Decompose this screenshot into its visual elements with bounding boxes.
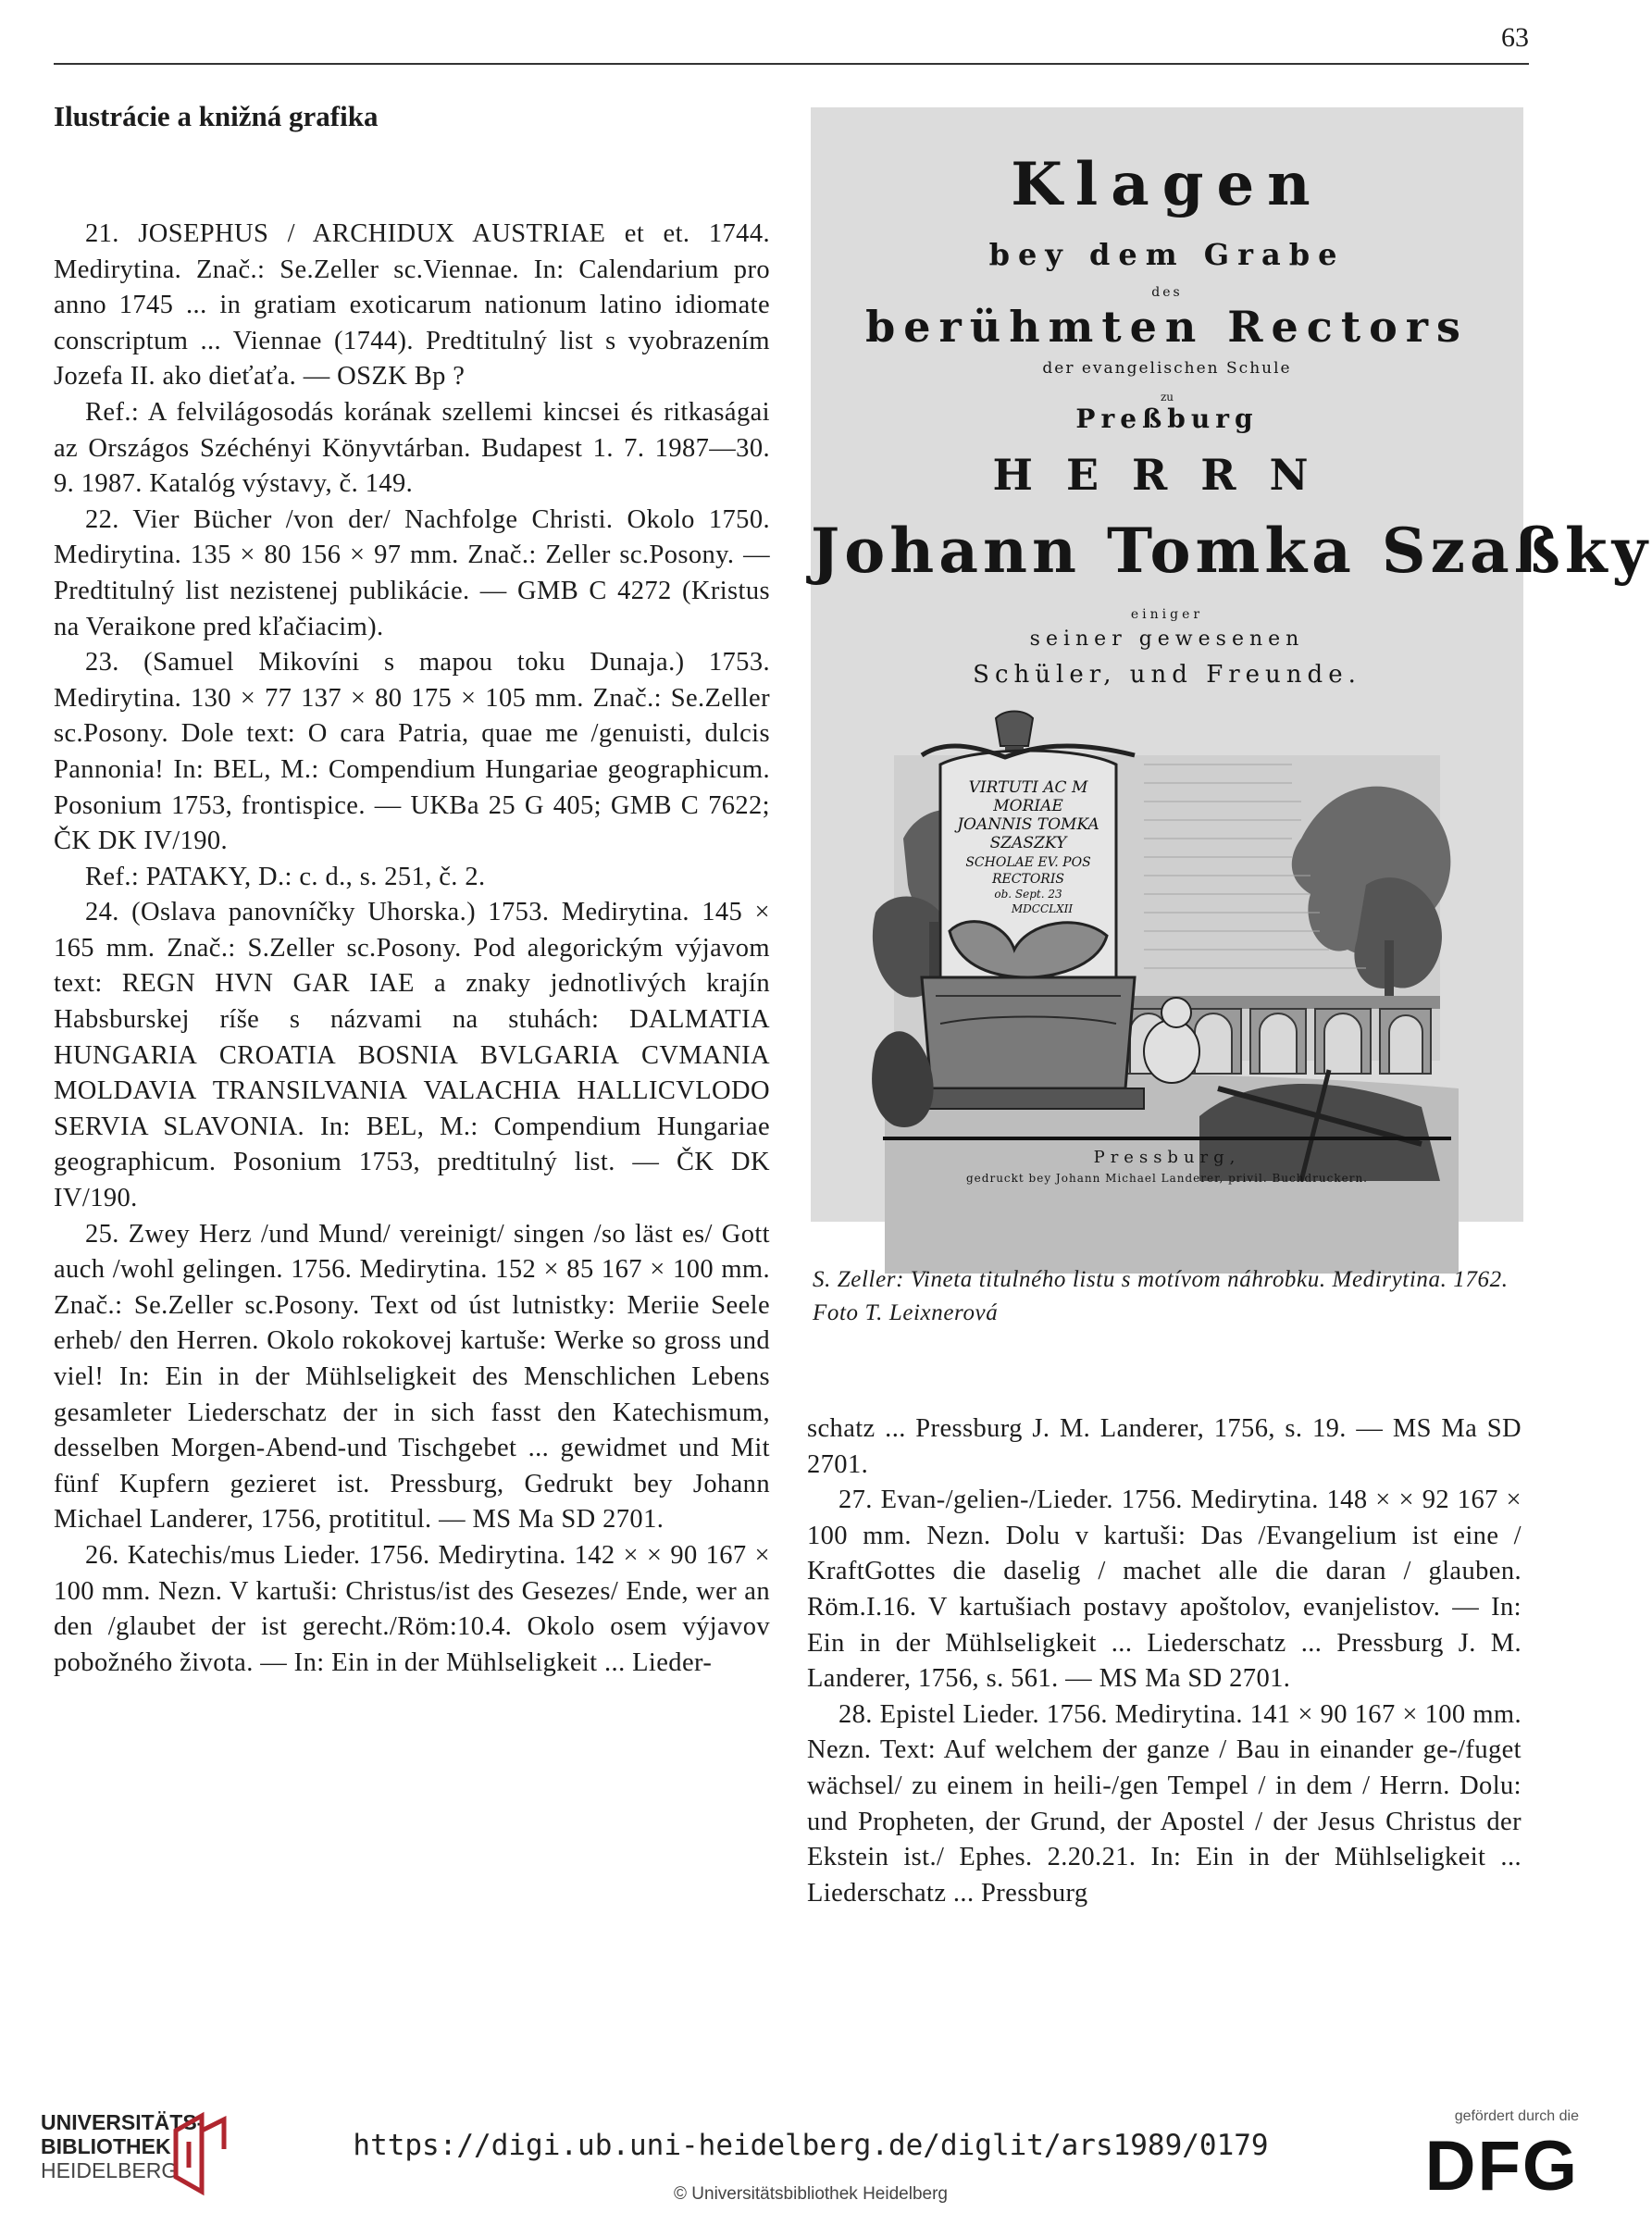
catalog-entry-25: 25. Zwey Herz /und Mund/ vereinigt/ singen /so läst es/ Gott auch /wohl gelingen. 1756. Medirytina. 152 × 85 167 × 100 mm. Znač.: Se.Zeller sc.Posony. Text od úst lutnistky: Meriie Seele erheb/ den Herren. Okolo rokokovej kartuše: Werke so gross und viel! In: Ein in der Mühlseligkeit des Menschlichen Lebens gesamleter Liederschatz der in sich fasst den Katechismum, desselben Morgen-Abend-und Tischgebet ... gewidmet und Mit fünf Kupfern gezieret ist. Pressburg, Gedrukt bey Johann Michael Landerer, 1756, protititul. — MS Ma SD 2701. (54, 1219, 770, 1535)
tomb-inscription: MDCCLXII (1011, 902, 1074, 915)
imprint-printer: gedruckt bey Johann Michael Landerer, privil. Buchdruckern. (966, 1172, 1368, 1185)
title-line: berühmten Rectors (865, 302, 1469, 352)
catalog-entry-24: 24. (Oslava panovníčky Uhorska.) 1753. Medirytina. 145 × 165 mm. Znač.: S.Zeller sc.Posony. Pod alegorickým výjavom text: REGN HVN GAR IAE a znaky jednotlivých krajín Habsburskej ríše s názvami na stuhách: DALMATIA HUNGARIA CROATIA BOSNIA BVLGARIA CVMANIA MOLDAVIA TRANSILVANIA VALACHIA HALLICVLODO SERVIA SLAVONIA. In: BEL, M.: Compendium Hungariae geographicum. Posonium 1753, predtitulný list. — ČK DK IV/190. (54, 898, 770, 1213)
catalog-entry-23: 23. (Samuel Mikovíni s mapou toku Dunaja.) 1753. Medirytina. 130 × 77 137 × 80 175 × 105 mm. Znač.: Se.Zeller sc.Posony. Dole text: O cara Patria, quae me /genuisti, dulcis Pannonia! In: BEL, M.: Compendium Hungariae geographicum. Posonium 1753, frontispice. — UKBa 25 G 405; GMB C 7622; ČK DK IV/190. (54, 648, 770, 856)
catalog-entry-21: 21. JOSEPHUS / ARCHIDUX AUSTRIAE et et. 1744. Medirytina. Znač.: Se.Zeller sc.Viennae. In: Calendarium pro anno 1745 ... in gratiam exoticarum nationum latino idiomate conscriptum ... Viennae (1744). Predtitulný list s vyobrazením Jozefa II. ako dieťaťa. — OSZK Bp ? (54, 219, 770, 392)
page-number: 63 (1501, 22, 1529, 53)
tomb-inscription: SZASZKY (989, 834, 1067, 852)
reference-note: Ref.: A felvilágosodás korának szellemi kincsei és ritkaságai az Országos Széchényi Könyvtárban. Budapest 1. 7. 1987—30. 9. 1987. Katalóg výstavy, č. 149. (54, 397, 770, 499)
imprint-rule (883, 1137, 1451, 1140)
title-line: HERRN (992, 450, 1342, 500)
catalog-entry-26: 26. Katechis/mus Lieder. 1756. Medirytina. 142 × × 90 167 × 100 mm. Nezn. V kartuši: Christus/ist des Gesezes/ Ende, wer an den /glaubet der ist gerecht./Röm:10.4. Okolo osem výjavov pobožného života. — In: Ein in der Mühlseligkeit ... Lieder- (54, 1540, 770, 1677)
title-line: einiger (1130, 607, 1204, 622)
section-title: Ilustrácie a knižná grafika (54, 100, 379, 132)
tomb-inscription: ob. Sept. 23 (994, 888, 1062, 901)
tomb-inscription: RECTORIS (992, 872, 1064, 887)
library-name: UNIVERSITÄTS- BIBLIOTHEK HEIDELBERG (41, 2110, 205, 2182)
imprint-place: Pressburg, (1093, 1148, 1241, 1167)
title-line: zu (1160, 391, 1174, 404)
tomb-inscription: VIRTUTI AC M (968, 778, 1088, 797)
tomb-inscription: SCHOLAE EV. POS (965, 855, 1091, 870)
title-line: Preßburg (1075, 404, 1259, 434)
funder-label: gefördert durch die (1454, 2108, 1579, 2124)
catalog-entry-27: 27. Evan-/gelien-/Lieder. 1756. Medirytina. 148 × × 92 167 × 100 mm. Nezn. Dolu v kartuši: Das /Evangelium ist eine / KraftGottes die daselig / machet alle die daran / glauben. Röm.I.16. V kartušiach postavy apoštolov, evanjelistov. — In: Ein in der Mühlseligkeit ... Liederschatz ... Pressburg J. M. Landerer, 1756, s. 561. — MS Ma SD 2701. (807, 1485, 1522, 1694)
copyright-notice: © Universitätsbibliothek Heidelberg (674, 2184, 948, 2204)
title-line: bey dem Grabe (988, 237, 1346, 272)
left-column (54, 217, 770, 1681)
source-url-link[interactable]: https://digi.ub.uni-heidelberg.de/diglit/ars1989/0179 (353, 2129, 1269, 2162)
title-line: Johann Tomka Szaßky (811, 515, 1652, 587)
reference-note: Ref.: PATAKY, D.: c. d., s. 251, č. 2. (85, 862, 486, 891)
header-rule (54, 63, 1529, 65)
tomb-inscription: JOANNIS TOMKA (957, 815, 1099, 834)
catalog-entry-22: 22. Vier Bücher /von der/ Nachfolge Christi. Okolo 1750. Medirytina. 135 × 80 156 × 97 mm. Znač.: Zeller sc.Posony. — Predtitulný list nezistenej publikácie. — GMB C 4272 (Kristus na Veraikone pred kľačiacim). (54, 504, 770, 641)
figure-caption: S. Zeller: Vineta titulného listu s motívom náhrobku. Medirytina. 1762. Foto T. Leixnerová (813, 1267, 1509, 1325)
right-column (807, 1411, 1522, 1911)
title-page-figure (811, 107, 1652, 1222)
title-line: des (1151, 285, 1183, 300)
catalog-entry-26-continued: schatz ... Pressburg J. M. Landerer, 1756, s. 19. — MS Ma SD 2701. (807, 1414, 1522, 1479)
title-line: seiner gewesenen (1029, 628, 1305, 651)
engraved-title-page (811, 107, 1652, 1222)
tomb-vignette-engraving (866, 700, 1468, 1274)
title-line: der evangelischen Schule (1042, 359, 1292, 378)
dfg-logo: DFG (1424, 2127, 1579, 2206)
tomb-inscription: MORIAE (993, 797, 1063, 815)
title-line: Schüler, und Freunde. (973, 661, 1361, 689)
catalog-entry-28: 28. Epistel Lieder. 1756. Medirytina. 141 × 90 167 × 100 mm. Nezn. Text: Auf welchem der ganze / Bau in einander ge-/fuget wächsel/ zu einem in heili-/gen Tempel / in dem / Herrn. Dolu: und Propheten, der Grund, der Apostel / der Jesus Christus der Ekstein ist./ Ephes. 2.20.21. In: Ein in der Mühlseligkeit ... Liederschatz ... Pressburg (807, 1699, 1522, 1908)
title-line: Klagen (1011, 150, 1323, 219)
